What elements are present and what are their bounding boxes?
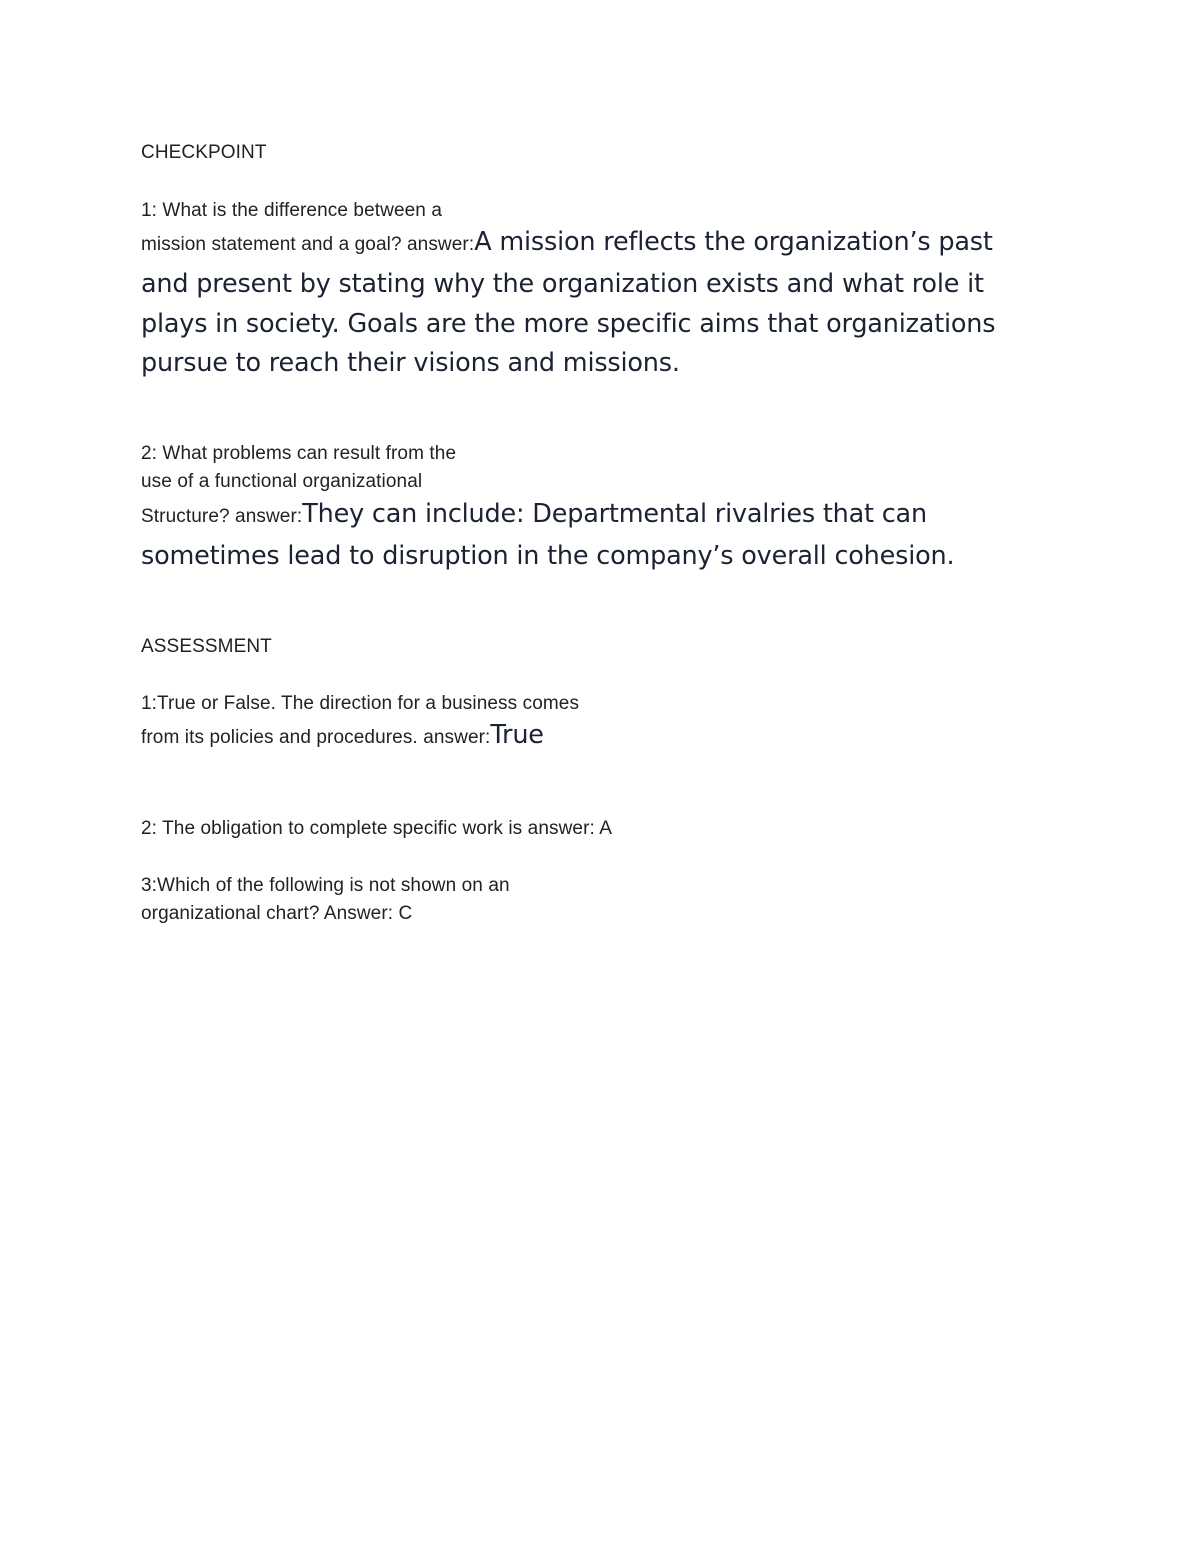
assessment-heading: ASSESSMENT	[141, 636, 272, 657]
checkpoint-q1-answer-line3: plays in society. Goals are the more specific aims that organizations	[141, 308, 996, 339]
checkpoint-q1-line1: 1: What is the difference between a	[141, 200, 442, 221]
checkpoint-q2-prefix: Structure? answer:	[141, 506, 303, 527]
assessment-q1-prefix: from its policies and procedures. answer:	[141, 727, 491, 748]
assessment-q3-line1: 3:Which of the following is not shown on an	[141, 875, 510, 896]
checkpoint-heading: CHECKPOINT	[141, 142, 267, 163]
checkpoint-q2-line2: use of a functional organizational	[141, 471, 423, 492]
assessment-q1-line1: 1:True or False. The direction for a business comes	[141, 693, 580, 714]
checkpoint-q1-answer	[141, 265, 1071, 384]
assessment-q1-answer: True	[490, 720, 544, 750]
checkpoint-q1-line2	[141, 227, 993, 257]
assessment-q1-line2	[141, 720, 544, 750]
checkpoint-q2-answer	[141, 537, 1071, 577]
assessment-q3-line2: organizational chart? Answer: C	[141, 903, 413, 924]
assessment-q2-line1: 2: The obligation to complete specific work is answer: A	[141, 818, 612, 839]
checkpoint-q2-line1: 2: What problems can result from the	[141, 443, 457, 464]
checkpoint-q2-answer-line2: sometimes lead to disruption in the company’s overall cohesion.	[141, 541, 955, 571]
checkpoint-q1-answer-line2: and present by stating why the organization exists and what role it	[141, 269, 984, 299]
checkpoint-q2-line3	[141, 499, 927, 529]
checkpoint-q1-answer-line1: A mission reflects the organization’s past	[474, 227, 993, 257]
checkpoint-q2-answer-line1: They can include: Departmental rivalries that can	[302, 499, 927, 529]
checkpoint-q1-answer-line4: pursue to reach their visions and missions.	[141, 348, 680, 378]
checkpoint-q1-prefix: mission statement and a goal? answer:	[141, 234, 475, 255]
